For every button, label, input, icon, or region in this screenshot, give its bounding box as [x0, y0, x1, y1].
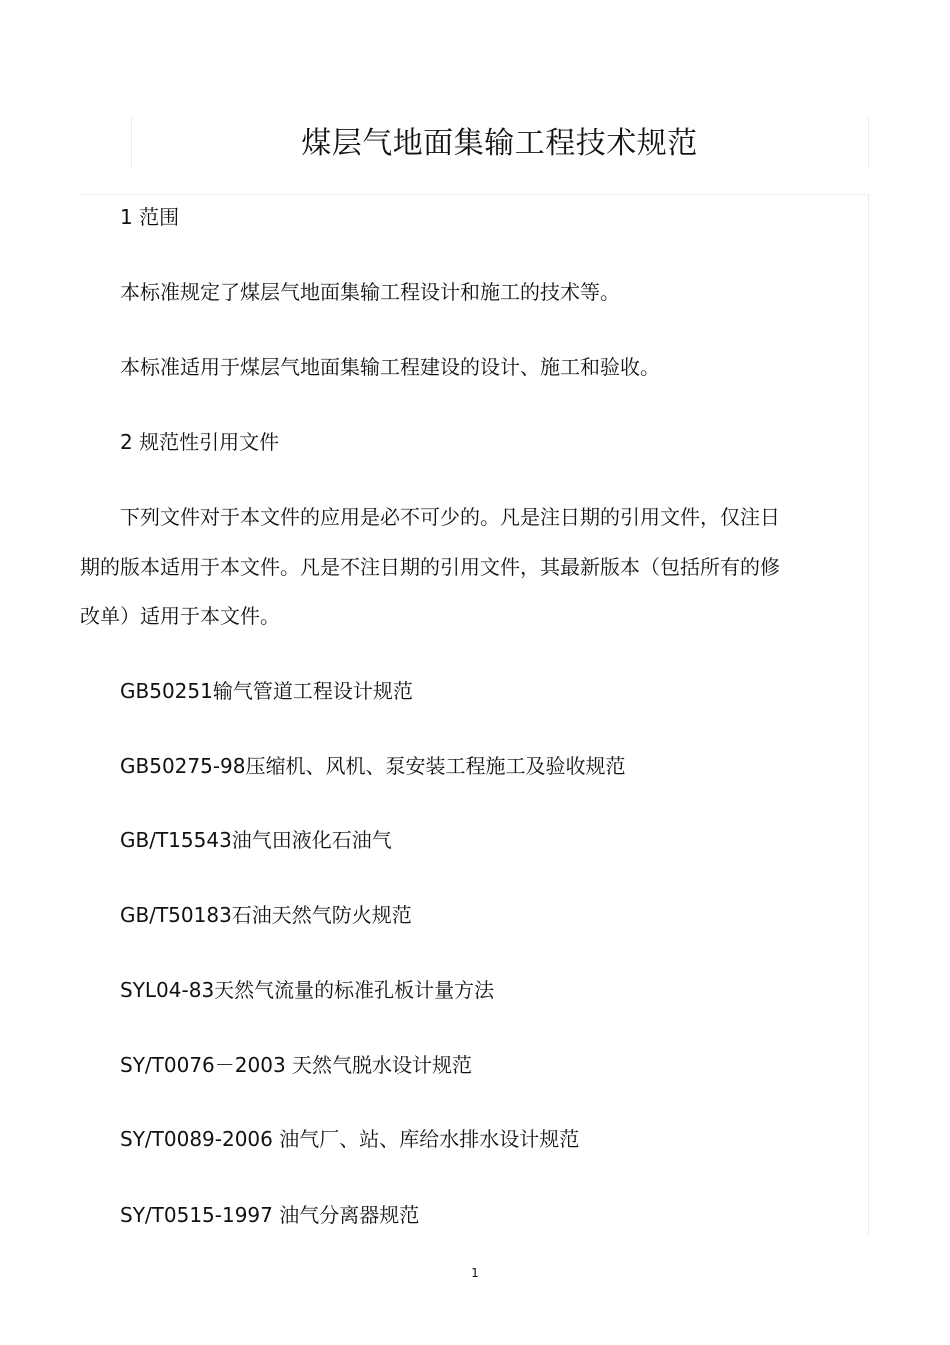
frame-line — [868, 118, 869, 168]
reference-item: GB50251输气管道工程设计规范 — [120, 679, 413, 703]
scope-paragraph-1: 本标准规定了煤层气地面集输工程设计和施工的技术等。 — [120, 280, 620, 304]
paragraph-line: 改单）适用于本文件。 — [80, 604, 280, 628]
reference-item: SY/T0089-2006 油气厂、站、库给水排水设计规范 — [120, 1127, 580, 1151]
document-title: 煤层气地面集输工程技术规范 — [301, 126, 698, 161]
reference-item: SY/T0076－2003 天然气脱水设计规范 — [120, 1053, 473, 1077]
paragraph-line: 下列文件对于本文件的应用是必不可少的。凡是注日期的引用文件，仅注日 — [120, 505, 780, 529]
references-intro-paragraph — [80, 493, 820, 642]
frame-line — [80, 194, 869, 195]
section-heading-scope: 1 范围 — [120, 205, 180, 229]
section-heading-references: 2 规范性引用文件 — [120, 430, 280, 454]
frame-line — [868, 194, 869, 1236]
reference-item: SY/T0515-1997 油气分离器规范 — [120, 1203, 420, 1227]
scope-paragraph-2: 本标准适用于煤层气地面集输工程建设的设计、施工和验收。 — [120, 355, 660, 379]
reference-item: SYL04-83天然气流量的标准孔板计量方法 — [120, 978, 495, 1002]
reference-item: GB/T15543油气田液化石油气 — [120, 828, 392, 852]
paragraph-line: 期的版本适用于本文件。凡是不注日期的引用文件，其最新版本（包括所有的修 — [80, 554, 780, 579]
reference-item: GB50275-98压缩机、风机、泵安装工程施工及验收规范 — [120, 754, 626, 778]
page-number: 1 — [471, 1266, 479, 1280]
reference-item: GB/T50183石油天然气防火规范 — [120, 903, 412, 927]
